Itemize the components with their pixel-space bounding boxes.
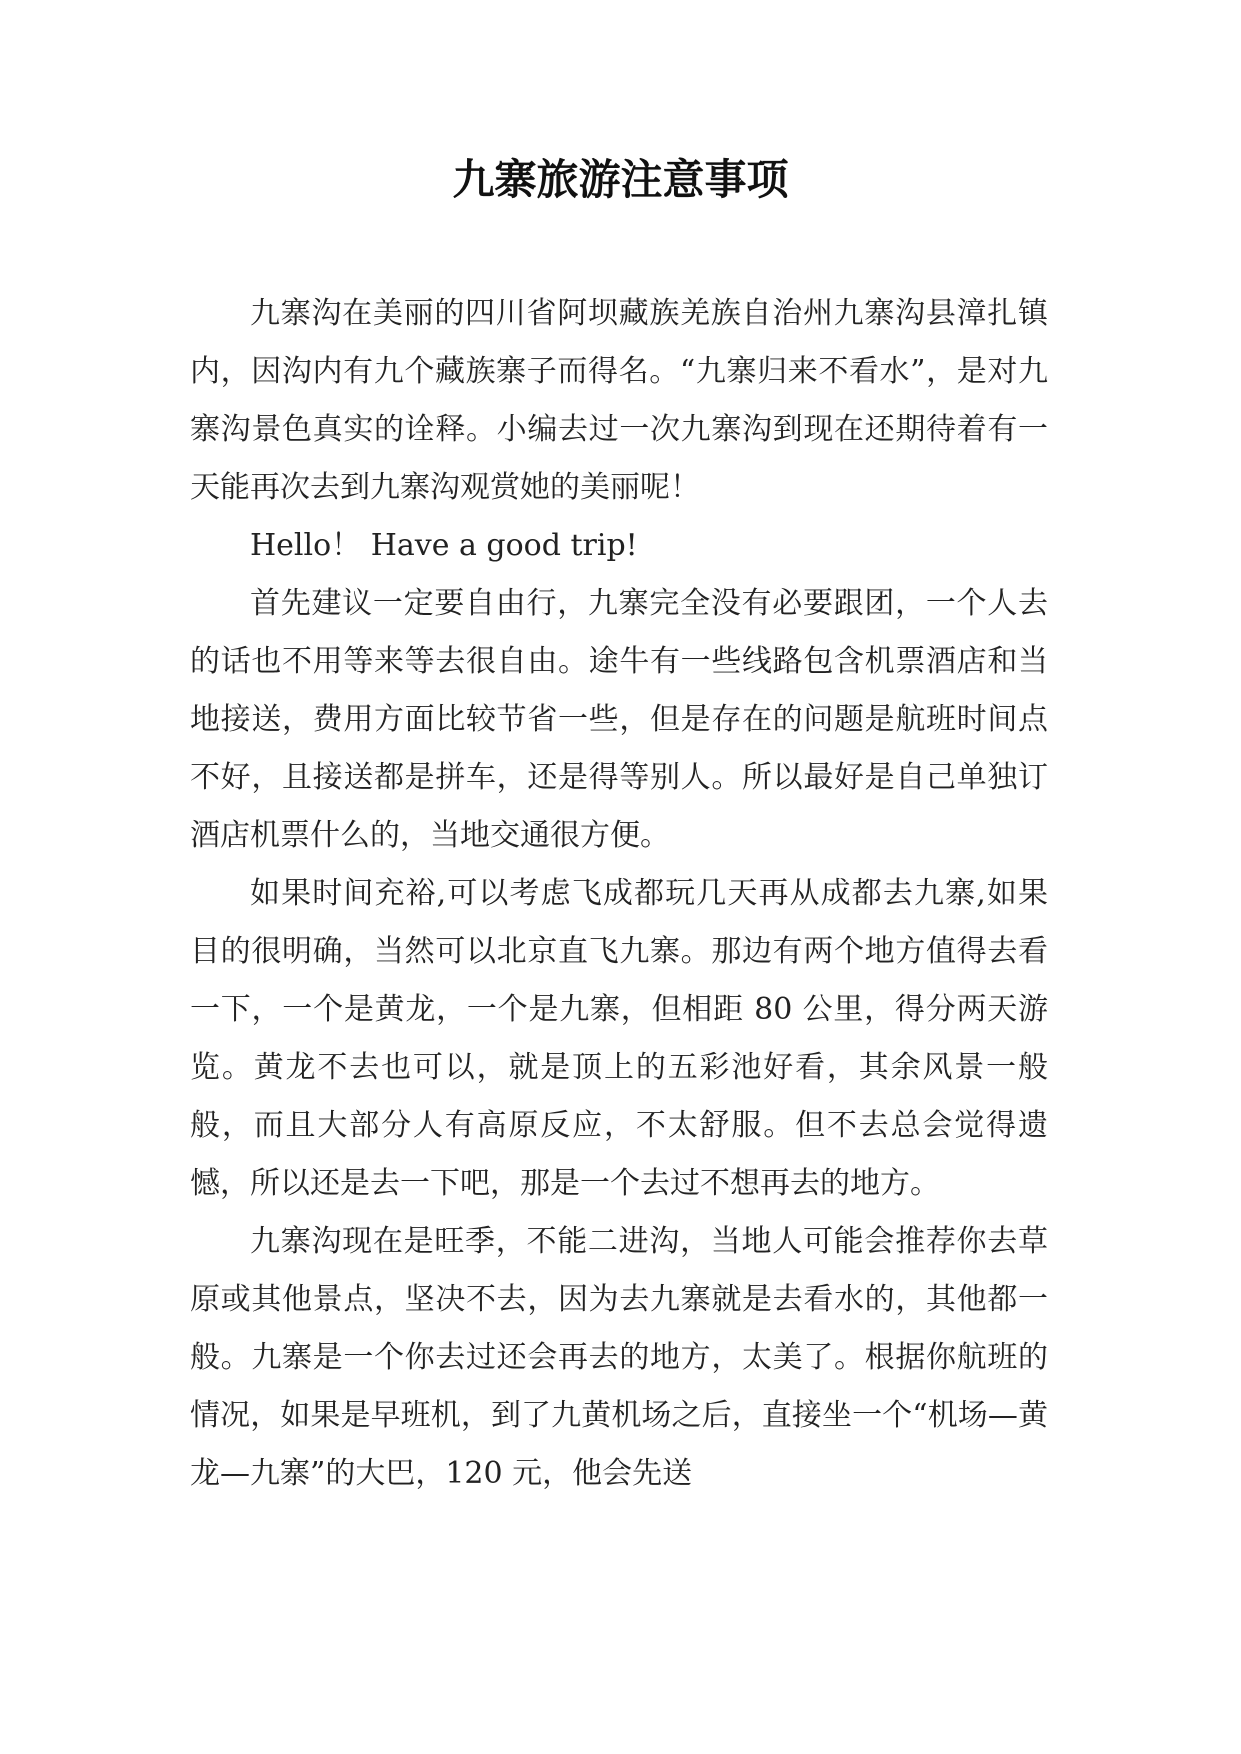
paragraph-season-transport: 九寨沟现在是旺季，不能二进沟，当地人可能会推荐你去草原或其他景点，坚决不去，因为去九寨就是去看水的，其他都一般。九寨是一个你去过还会再去的地方，太美了。根据你航班的情况，如果是早班机，到了九黄机场之后，直接坐一个“机场—黄龙—九寨”的大巴，120 元，他会先送: [190, 1224, 1048, 1491]
document-body: [190, 285, 1048, 1503]
document-title: 九寨旅游注意事项: [452, 155, 789, 204]
paragraph-itinerary: 如果时间充裕,可以考虑飞成都玩几天再从成都去九寨,如果目的很明确，当然可以北京直飞九寨。那边有两个地方值得去看一下，一个是黄龙，一个是九寨，但相距 80 公里，得分两天游览。黄龙不去也可以，就是顶上的五彩池好看，其余风景一般般，而且大部分人有高原反应，不太舒服。但不去总会觉得遗憾，所以还是去一下吧，那是一个去过不想再去的地方。: [190, 876, 1048, 1201]
paragraph-greeting: Hello！ Have a good trip!: [250, 528, 638, 563]
paragraph-intro: 九寨沟在美丽的四川省阿坝藏族羌族自治州九寨沟县漳扎镇内，因沟内有九个藏族寨子而得名。“九寨归来不看水”，是对九寨沟景色真实的诠释。小编去过一次九寨沟到现在还期待着有一天能再次去到九寨沟观赏她的美丽呢！: [190, 296, 1048, 505]
paragraph-travel-advice: 首先建议一定要自由行，九寨完全没有必要跟团，一个人去的话也不用等来等去很自由。途牛有一些线路包含机票酒店和当地接送，费用方面比较节省一些，但是存在的问题是航班时间点不好，且接送都是拼车，还是得等别人。所以最好是自己单独订酒店机票什么的，当地交通很方便。: [190, 586, 1048, 853]
